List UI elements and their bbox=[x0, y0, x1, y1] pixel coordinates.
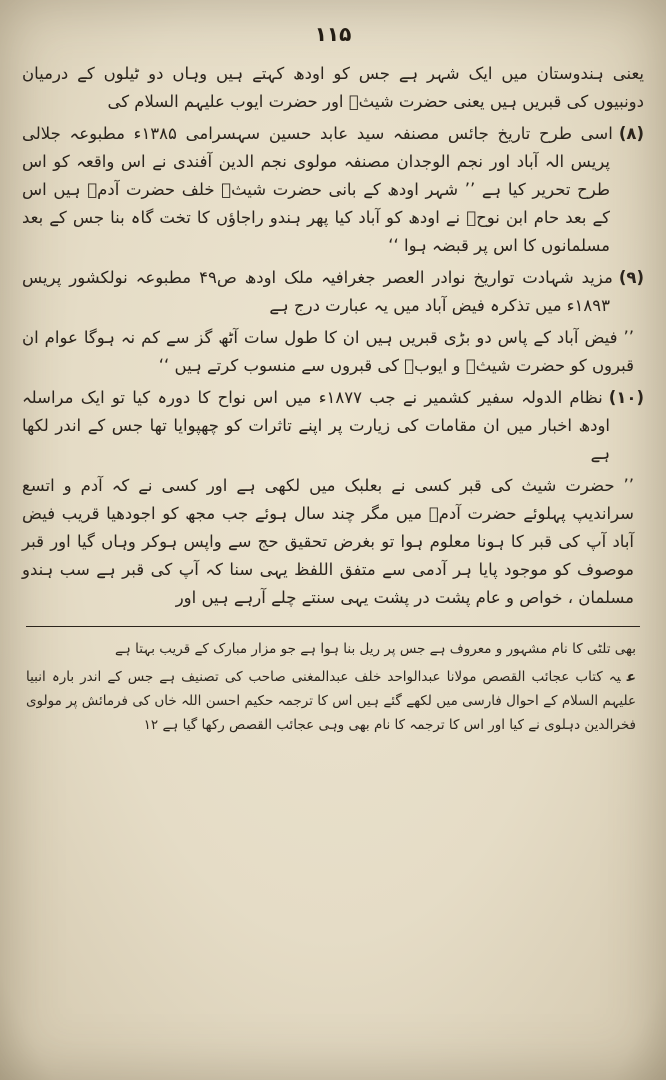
paragraph-marker: (۸) bbox=[618, 124, 645, 143]
paragraph-text: ’’ فیض آباد کے پاس دو بڑی قبریں ہیں ان کا طول سات آٹھ گز سے کم نہ ہوگا عوام ان قبروں کو حضرت شیثؑ و ایوبؑ کی قبروں سے منسوب کرتے ہیں ‘‘ bbox=[22, 328, 634, 375]
paragraph bbox=[22, 324, 644, 380]
paragraph bbox=[22, 120, 644, 260]
paragraph bbox=[22, 472, 644, 612]
paragraph bbox=[22, 264, 644, 320]
footnote-divider bbox=[26, 626, 640, 627]
paragraph-marker: (۱۰) bbox=[608, 388, 645, 407]
paragraph-marker: (۹) bbox=[618, 268, 644, 287]
paragraph-text: اسی طرح تاریخ جائس مصنفہ سید عابد حسین سہسرامی ۱۳۸۵ء مطبوعہ جلالی پریس الہ آباد اور نجم الوجدان مصنفہ مولوی نجم الدین آفندی نے اس واقعہ کو اس طرح تحریر کیا ہے ’’ شہر اودھ کے بانی حضرت شیثؑ خلف حضرت آدمؑ ہیں اس کے بعد حام ابن نوحؑ نے اودھ کو آباد کیا پھر ہندو راجاؤں کا تخت گاہ بنا جس کے بعد مسلمانوں کا اس پر قبضہ ہوا ‘‘ bbox=[22, 124, 613, 255]
paragraph-text: ’’ حضرت شیث کی قبر کسی نے بعلبک میں لکھی ہے اور کسی نے کہ آدم و اتسع سراندیپ پہلوئے حضرت آدمؑ میں مگر چند سال ہوئے جب مجھ کو اجودھیا قریب فیض آباد آپ کی قبر کا ہونا معلوم ہوا تو بغرض تحقیق حج سے واپس ہوکر وہاں گیا اور قبر موصوف کو موجود پایا ہر آدمی سے متفق اللفظ یہی سنا کہ آپ کی قبر ہے سب ہندو مسلمان ، خواص و عام پشت در پشت یہی سنتے چلے آرہے ہیں اور bbox=[22, 476, 634, 607]
footnote-text: بھی تلٹی کا نام مشہور و معروف ہے جس پر ریل بنا ہوا ہے جو مزار مبارک کے قریب بہتا ہے bbox=[115, 641, 636, 657]
paragraph-text: نظام الدولہ سفیر کشمیر نے جب ۱۸۷۷ء میں اس نواح کا دورہ کیا تو ایک مراسلہ اودھ اخبار میں ان مقامات کی زیارت پر اپنے تاثرات کو چھپوایا تھا جس کے اندر لکھا ہے bbox=[22, 388, 610, 463]
paragraph-text: مزید شہادت تواریخ نوادر العصر جغرافیہ ملک اودھ ص۴۹ مطبوعہ نولکشور پریس ۱۸۹۳ء میں تذکرہ فیض آباد میں یہ عبارت درج ہے bbox=[22, 268, 613, 315]
page-number: ۱۱۵ bbox=[314, 22, 352, 46]
footnote bbox=[26, 637, 636, 661]
page-body bbox=[0, 46, 666, 612]
footnote bbox=[26, 665, 636, 737]
footnote-text: یہ کتاب عجائب القصص مولانا عبدالواحد خلف عبدالمغنی صاحب کی تصنیف ہے جس کے اندر بارہ انبیا علیہم السلام کے احوال فارسی میں لکھے گئے ہیں اس کا ترجمہ حکیم احسن اللہ خاں کی فرمائش پر مولوی فخرالدین دہلوی نے کیا اور اس کا ترجمہ کا نام بھی وہی عجائب القصص رکھا گیا ہے ۱۲ bbox=[26, 669, 636, 733]
footnotes bbox=[0, 637, 666, 737]
paragraph bbox=[22, 384, 644, 468]
paragraph bbox=[22, 60, 644, 116]
paragraph-text: یعنی ہندوستان میں ایک شہر ہے جس کو اودھ کہتے ہیں وہاں دو ٹیلوں کے درمیان دونبیوں کی قبریں ہیں یعنی حضرت شیثؑ اور حضرت ایوب علیہم السلام کی bbox=[22, 64, 644, 111]
footnote-marker: ع bbox=[626, 669, 636, 685]
